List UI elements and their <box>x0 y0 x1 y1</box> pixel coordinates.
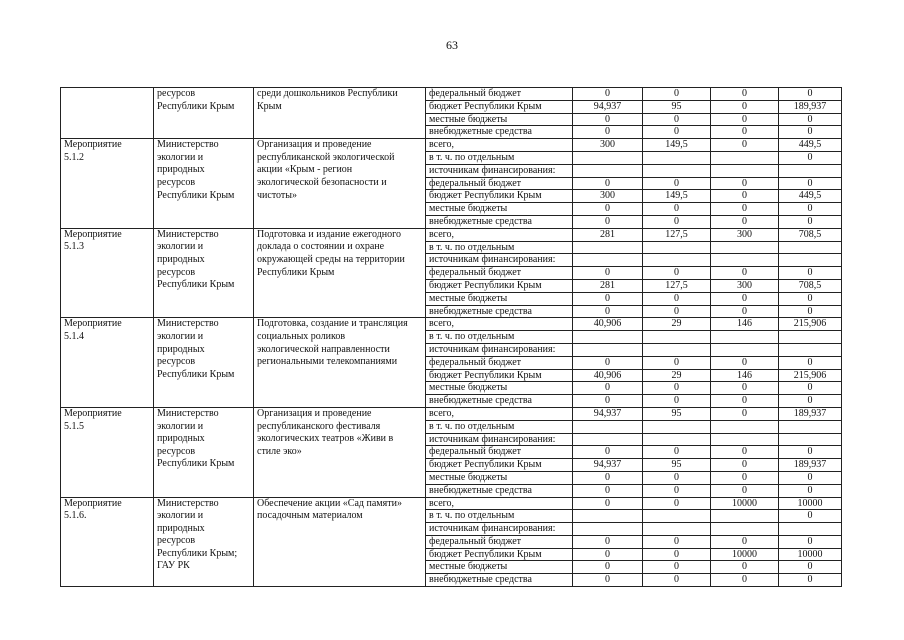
value-cell <box>779 331 842 344</box>
executor-cell: Министерство экологии и природных ресурсов Республики Крым <box>154 139 254 229</box>
value-cell: 0 <box>643 535 711 548</box>
description-cell: Организация и проведение республиканского фестиваля экологических театров «Живи в стиле эко» <box>254 407 426 497</box>
measure-code-cell <box>61 88 154 139</box>
value-cell: 281 <box>573 279 643 292</box>
value-cell: 0 <box>573 113 643 126</box>
source-label: в т. ч. по отдельным <box>426 151 573 164</box>
value-cell: 95 <box>643 459 711 472</box>
source-label: бюджет Республики Крым <box>426 459 573 472</box>
value-cell: 0 <box>779 510 842 523</box>
measure-code-cell: Мероприятие 5.1.3 <box>61 228 154 318</box>
source-label: в т. ч. по отдельным <box>426 331 573 344</box>
value-cell: 95 <box>643 407 711 420</box>
value-cell <box>711 254 779 267</box>
value-cell <box>779 241 842 254</box>
value-cell <box>711 523 779 536</box>
value-cell: 281 <box>573 228 643 241</box>
value-cell <box>711 433 779 446</box>
value-cell: 0 <box>711 177 779 190</box>
source-label: внебюджетные средства <box>426 395 573 408</box>
value-cell: 94,937 <box>573 407 643 420</box>
source-label: местные бюджеты <box>426 471 573 484</box>
value-cell <box>573 151 643 164</box>
table-row <box>61 139 842 152</box>
value-cell: 146 <box>711 369 779 382</box>
source-label: всего, <box>426 228 573 241</box>
executor-cell: Министерство экологии и природных ресурсов Республики Крым; ГАУ РК <box>154 497 254 587</box>
value-cell: 215,906 <box>779 369 842 382</box>
measure-code-cell: Мероприятие 5.1.6. <box>61 497 154 587</box>
value-cell: 449,5 <box>779 190 842 203</box>
source-label: местные бюджеты <box>426 561 573 574</box>
source-label: федеральный бюджет <box>426 88 573 101</box>
value-cell: 10000 <box>779 548 842 561</box>
value-cell <box>573 331 643 344</box>
value-cell: 29 <box>643 318 711 331</box>
source-label: бюджет Республики Крым <box>426 548 573 561</box>
source-label: местные бюджеты <box>426 292 573 305</box>
value-cell: 300 <box>711 228 779 241</box>
value-cell: 215,906 <box>779 318 842 331</box>
value-cell: 0 <box>643 305 711 318</box>
source-label: всего, <box>426 407 573 420</box>
value-cell: 0 <box>573 203 643 216</box>
value-cell: 0 <box>643 497 711 510</box>
value-cell: 0 <box>573 574 643 587</box>
value-cell: 0 <box>643 548 711 561</box>
value-cell: 10000 <box>779 497 842 510</box>
value-cell <box>643 151 711 164</box>
value-cell <box>779 164 842 177</box>
value-cell: 0 <box>643 484 711 497</box>
value-cell: 708,5 <box>779 228 842 241</box>
value-cell: 0 <box>711 407 779 420</box>
value-cell: 0 <box>573 484 643 497</box>
description-cell: Подготовка, создание и трансляция социальных роликов экологической направленности региональными телекомпаниями <box>254 318 426 408</box>
source-label: источникам финансирования: <box>426 164 573 177</box>
value-cell: 0 <box>643 471 711 484</box>
value-cell <box>779 420 842 433</box>
value-cell <box>711 164 779 177</box>
value-cell: 0 <box>711 100 779 113</box>
value-cell: 0 <box>711 574 779 587</box>
source-label: источникам финансирования: <box>426 433 573 446</box>
value-cell: 0 <box>643 574 711 587</box>
value-cell: 0 <box>711 292 779 305</box>
source-label: источникам финансирования: <box>426 254 573 267</box>
value-cell <box>573 343 643 356</box>
source-label: в т. ч. по отдельным <box>426 510 573 523</box>
value-cell <box>573 433 643 446</box>
value-cell <box>573 420 643 433</box>
value-cell: 449,5 <box>779 139 842 152</box>
value-cell: 0 <box>573 561 643 574</box>
value-cell: 0 <box>643 356 711 369</box>
value-cell: 189,937 <box>779 407 842 420</box>
value-cell: 0 <box>711 126 779 139</box>
value-cell: 0 <box>643 215 711 228</box>
measure-code-cell: Мероприятие 5.1.2 <box>61 139 154 229</box>
source-label: в т. ч. по отдельным <box>426 241 573 254</box>
value-cell: 300 <box>573 190 643 203</box>
value-cell: 127,5 <box>643 279 711 292</box>
source-label: всего, <box>426 318 573 331</box>
value-cell: 0 <box>711 267 779 280</box>
value-cell: 0 <box>573 292 643 305</box>
value-cell: 0 <box>643 382 711 395</box>
value-cell: 0 <box>711 446 779 459</box>
value-cell <box>643 523 711 536</box>
measure-code-cell: Мероприятие 5.1.5 <box>61 407 154 497</box>
value-cell <box>643 331 711 344</box>
description-cell: Подготовка и издание ежегодного доклада о состоянии и охране окружающей среды на территории Республики Крым <box>254 228 426 318</box>
value-cell: 95 <box>643 100 711 113</box>
value-cell <box>573 241 643 254</box>
value-cell: 0 <box>779 177 842 190</box>
value-cell: 0 <box>643 203 711 216</box>
value-cell: 0 <box>573 382 643 395</box>
source-label: внебюджетные средства <box>426 484 573 497</box>
value-cell: 0 <box>643 267 711 280</box>
source-label: федеральный бюджет <box>426 535 573 548</box>
value-cell: 0 <box>573 88 643 101</box>
value-cell: 0 <box>643 177 711 190</box>
source-label: внебюджетные средства <box>426 215 573 228</box>
value-cell <box>711 510 779 523</box>
value-cell: 0 <box>711 139 779 152</box>
value-cell: 0 <box>779 446 842 459</box>
table-row <box>61 318 842 331</box>
description-cell: Обеспечение акции «Сад памяти» посадочным материалом <box>254 497 426 587</box>
executor-cell: Министерство экологии и природных ресурсов Республики Крым <box>154 318 254 408</box>
value-cell: 40,906 <box>573 369 643 382</box>
source-label: федеральный бюджет <box>426 356 573 369</box>
table-row <box>61 407 842 420</box>
value-cell: 0 <box>643 561 711 574</box>
value-cell: 0 <box>573 215 643 228</box>
value-cell: 0 <box>779 395 842 408</box>
value-cell <box>573 523 643 536</box>
value-cell: 0 <box>711 356 779 369</box>
value-cell <box>779 254 842 267</box>
table-row <box>61 497 842 510</box>
source-label: федеральный бюджет <box>426 177 573 190</box>
value-cell: 146 <box>711 318 779 331</box>
executor-cell: Министерство экологии и природных ресурсов Республики Крым <box>154 407 254 497</box>
value-cell: 0 <box>779 356 842 369</box>
source-label: бюджет Республики Крым <box>426 369 573 382</box>
value-cell: 0 <box>573 267 643 280</box>
value-cell <box>711 343 779 356</box>
value-cell: 0 <box>711 190 779 203</box>
value-cell: 29 <box>643 369 711 382</box>
source-label: источникам финансирования: <box>426 523 573 536</box>
value-cell: 0 <box>643 292 711 305</box>
value-cell: 0 <box>779 88 842 101</box>
value-cell: 0 <box>711 484 779 497</box>
description-cell: Организация и проведение республиканской экологической акции «Крым - регион экологической безопасности и чистоты» <box>254 139 426 229</box>
value-cell <box>643 510 711 523</box>
value-cell: 0 <box>779 126 842 139</box>
executor-cell: ресурсов Республики Крым <box>154 88 254 139</box>
value-cell: 0 <box>779 203 842 216</box>
value-cell: 0 <box>779 292 842 305</box>
table-row <box>61 228 842 241</box>
source-label: местные бюджеты <box>426 203 573 216</box>
value-cell <box>779 433 842 446</box>
value-cell <box>643 254 711 267</box>
value-cell: 0 <box>711 215 779 228</box>
value-cell: 0 <box>711 471 779 484</box>
value-cell: 0 <box>711 459 779 472</box>
value-cell: 0 <box>711 203 779 216</box>
measure-code-cell: Мероприятие 5.1.4 <box>61 318 154 408</box>
value-cell: 0 <box>711 395 779 408</box>
budget-table <box>60 87 842 587</box>
value-cell: 0 <box>643 126 711 139</box>
value-cell: 0 <box>573 548 643 561</box>
source-label: внебюджетные средства <box>426 574 573 587</box>
value-cell: 40,906 <box>573 318 643 331</box>
value-cell: 0 <box>573 177 643 190</box>
value-cell: 0 <box>779 561 842 574</box>
value-cell: 0 <box>573 497 643 510</box>
value-cell: 94,937 <box>573 100 643 113</box>
value-cell <box>711 241 779 254</box>
value-cell: 0 <box>779 267 842 280</box>
source-label: источникам финансирования: <box>426 343 573 356</box>
value-cell: 0 <box>711 382 779 395</box>
value-cell <box>573 254 643 267</box>
source-label: в т. ч. по отдельным <box>426 420 573 433</box>
value-cell: 149,5 <box>643 139 711 152</box>
value-cell: 10000 <box>711 497 779 510</box>
value-cell <box>643 433 711 446</box>
source-label: внебюджетные средства <box>426 305 573 318</box>
value-cell <box>643 343 711 356</box>
value-cell: 0 <box>779 471 842 484</box>
value-cell: 189,937 <box>779 459 842 472</box>
source-label: внебюджетные средства <box>426 126 573 139</box>
value-cell <box>643 420 711 433</box>
value-cell <box>711 331 779 344</box>
executor-cell: Министерство экологии и природных ресурсов Республики Крым <box>154 228 254 318</box>
value-cell: 0 <box>573 446 643 459</box>
source-label: бюджет Республики Крым <box>426 100 573 113</box>
value-cell: 0 <box>643 446 711 459</box>
value-cell <box>711 420 779 433</box>
value-cell: 0 <box>573 305 643 318</box>
value-cell: 0 <box>643 113 711 126</box>
value-cell: 0 <box>711 561 779 574</box>
value-cell: 0 <box>711 113 779 126</box>
value-cell: 0 <box>711 305 779 318</box>
value-cell: 0 <box>573 126 643 139</box>
value-cell: 0 <box>779 113 842 126</box>
value-cell: 127,5 <box>643 228 711 241</box>
source-label: федеральный бюджет <box>426 446 573 459</box>
value-cell <box>779 523 842 536</box>
value-cell: 0 <box>643 395 711 408</box>
value-cell: 0 <box>779 535 842 548</box>
source-label: всего, <box>426 497 573 510</box>
table-row <box>61 88 842 101</box>
value-cell: 0 <box>779 151 842 164</box>
value-cell: 0 <box>711 88 779 101</box>
description-cell: среди дошкольников Республики Крым <box>254 88 426 139</box>
value-cell: 300 <box>573 139 643 152</box>
source-label: местные бюджеты <box>426 113 573 126</box>
value-cell <box>643 241 711 254</box>
value-cell: 0 <box>643 88 711 101</box>
value-cell: 0 <box>573 535 643 548</box>
value-cell: 0 <box>779 574 842 587</box>
value-cell <box>779 343 842 356</box>
value-cell <box>573 164 643 177</box>
value-cell: 0 <box>779 215 842 228</box>
source-label: бюджет Республики Крым <box>426 279 573 292</box>
value-cell <box>643 164 711 177</box>
value-cell: 10000 <box>711 548 779 561</box>
value-cell: 0 <box>573 356 643 369</box>
value-cell: 300 <box>711 279 779 292</box>
value-cell: 149,5 <box>643 190 711 203</box>
source-label: федеральный бюджет <box>426 267 573 280</box>
value-cell <box>711 151 779 164</box>
value-cell: 189,937 <box>779 100 842 113</box>
source-label: всего, <box>426 139 573 152</box>
value-cell: 0 <box>779 484 842 497</box>
value-cell: 0 <box>779 382 842 395</box>
value-cell: 708,5 <box>779 279 842 292</box>
value-cell <box>573 510 643 523</box>
value-cell: 0 <box>779 305 842 318</box>
value-cell: 0 <box>573 471 643 484</box>
source-label: бюджет Республики Крым <box>426 190 573 203</box>
page-number: 63 <box>446 38 458 52</box>
value-cell: 94,937 <box>573 459 643 472</box>
source-label: местные бюджеты <box>426 382 573 395</box>
value-cell: 0 <box>711 535 779 548</box>
value-cell: 0 <box>573 395 643 408</box>
